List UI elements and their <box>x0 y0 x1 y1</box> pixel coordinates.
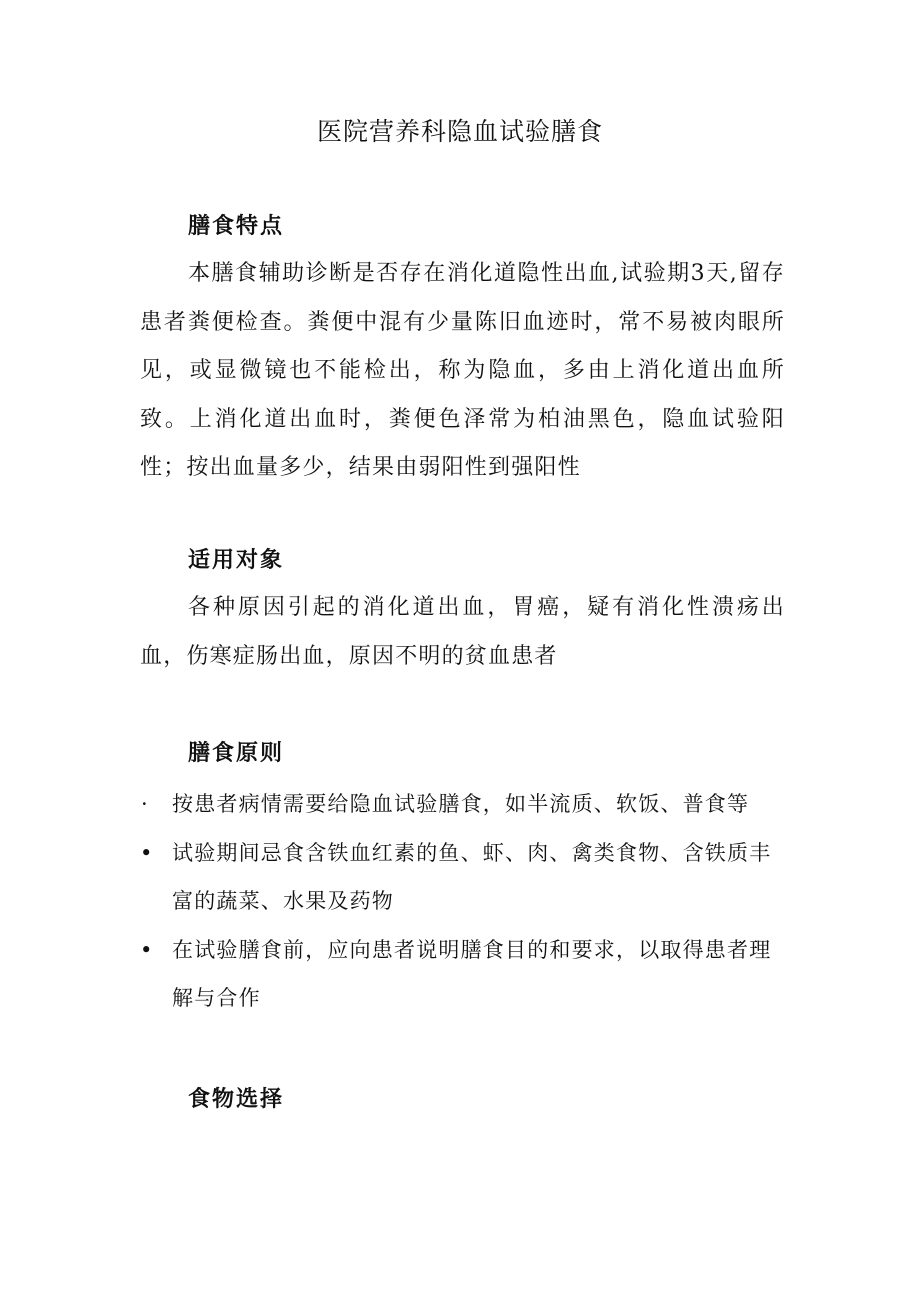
list-item-text: 按患者病情需要给隐血试验膳食，如半流质、软饭、普食等 <box>172 792 750 816</box>
paragraph-targets: 各种原因引起的消化道出血，胃癌，疑有消化性溃疡出血，伤寒症肠出血，原因不明的贫血患者 <box>140 595 785 669</box>
principles-list <box>140 780 780 1023</box>
heading-targets: 适用对象 <box>188 547 285 573</box>
bullet-marker: • <box>140 937 154 962</box>
paragraph-features: 本膳食辅助诊断是否存在消化道隐性出血,试验期3天,留存患者粪便检查。粪便中混有少量陈旧血迹时，常不易被肉眼所见，或显微镜也不能检出，称为隐血，多由上消化道出血所致。上消化道出血时，粪便色泽常为柏油黑色，隐血试验阳性；按出血量多少，结果由弱阳性到强阳性 <box>140 261 785 480</box>
heading-principles: 膳食原则 <box>188 740 285 766</box>
list-item <box>140 829 780 926</box>
list-item-text: 在试验膳食前，应向患者说明膳食目的和要求，以取得患者理解与合作 <box>172 937 772 1010</box>
list-item-text: 试验期间忌食含铁血红素的鱼、虾、肉、禽类食物、含铁质丰富的蔬菜、水果及药物 <box>172 840 772 913</box>
bullet-marker: · <box>141 792 149 816</box>
bullet-marker: • <box>140 840 154 865</box>
list-item <box>140 926 780 1023</box>
heading-food: 食物选择 <box>188 1086 285 1112</box>
list-item <box>140 780 780 829</box>
page-title: 医院营养科隐血试验膳食 <box>316 117 603 146</box>
heading-features: 膳食特点 <box>188 213 285 239</box>
